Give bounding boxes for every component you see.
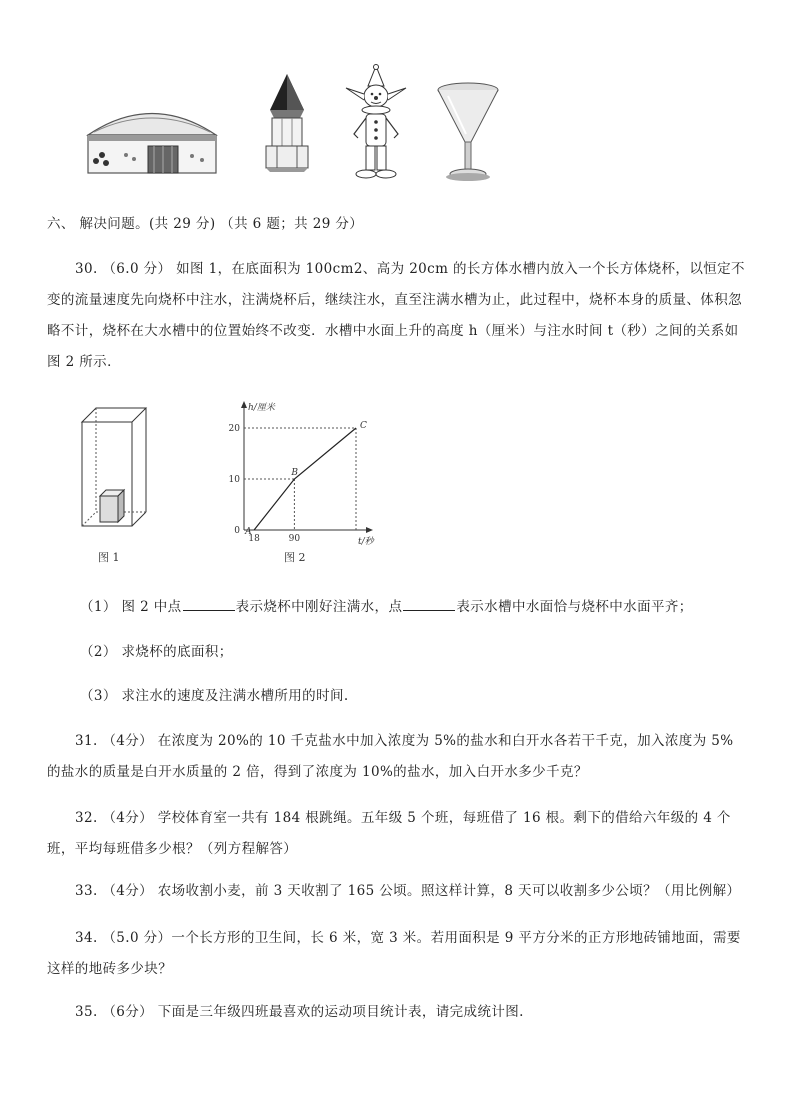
y-axis-label: h/厘米	[248, 403, 275, 413]
x-tick-label: 18	[248, 534, 260, 544]
goblet-image	[434, 80, 502, 186]
x-tick-label: 90	[288, 534, 301, 544]
yurt-image	[84, 100, 220, 178]
figure-1-caption: 图 1	[98, 551, 120, 564]
question-35-text: 35. （6分） 下面是三年级四班最喜欢的运动项目统计表，请完成统计图.	[75, 1004, 524, 1020]
point-label-a: A	[245, 527, 252, 537]
figure-1-tank-diagram	[80, 404, 150, 530]
sub1-part-a: （1） 图 2 中点	[80, 599, 182, 615]
x-axis-arrow	[366, 527, 373, 533]
y-tick-label: 0	[234, 526, 240, 536]
question-30-sub2: （2） 求烧杯的底面积；	[80, 644, 233, 660]
question-30-text: 30. （6.0 分） 如图 1，在底面积为 100cm2、高为 20cm 的长方体水槽内放入一个长方体烧杯，以恒定不变的流量速度先向烧杯中注水，注满烧杯后，继续注水，直至注满水槽为止，此过程中，烧杯本身的质量、体积忽略不计，烧杯在大水槽中的位置始终不改变．水槽中水面上升的高度 h（厘米）与注水时间 t（秒）之间的关系如图 2 所示．	[47, 261, 745, 370]
y-tick-label: 20	[228, 424, 240, 434]
question-33-text: 33. （4分） 农场收割小麦，前 3 天收割了 165 公顷。照这样计算，8 天可以收割多少公顷？（用比例解）	[75, 883, 741, 899]
y-axis-arrow	[241, 401, 247, 408]
x-axis-label: t/秒	[358, 537, 374, 547]
question-31-text: 31. （4分） 在浓度为 20%的 10 千克盐水中加入浓度为 5%的盐水和白开水各若干千克，加入浓度为 5%的盐水的质量是白开水质量的 2 倍，得到了浓度为 10%的盐水，加入白开水多少千克？	[47, 733, 734, 780]
question-32-text: 32. （4分） 学校体育室一共有 184 根跳绳。五年级 5 个班，每班借了 16 根。剩下的借给六年级的 4 个班，平均每班借多少根？（列方程解答）	[47, 810, 731, 857]
question-30-sub3: （3） 求注水的速度及注满水槽所用的时间.	[80, 688, 349, 704]
crystal-tower-image	[262, 72, 312, 174]
sub1-part-c: 表示水槽中水面恰与烧杯中水面平齐；	[456, 599, 693, 615]
question-30-sub1	[80, 596, 693, 618]
question-34-text: 34. （5.0 分）一个长方形的卫生间，长 6 米，宽 3 米。若用面积是 9 平方分米的正方形地砖铺地面，需要这样的地砖多少块？	[47, 930, 741, 977]
section-heading: 六、 解决问题。(共 29 分) （共 6 题；共 29 分）	[47, 216, 364, 232]
clown-image	[336, 64, 416, 182]
point-label-b: B	[291, 468, 299, 478]
answer-blank-2[interactable]	[403, 609, 455, 611]
y-tick-label: 10	[228, 475, 240, 485]
sub1-part-b: 表示烧杯中刚好注满水，点	[235, 599, 403, 615]
point-label-c: C	[360, 421, 367, 431]
answer-blank-1[interactable]	[183, 609, 235, 611]
figure-2-chart	[220, 398, 380, 548]
figure-2-caption: 图 2	[284, 551, 306, 564]
